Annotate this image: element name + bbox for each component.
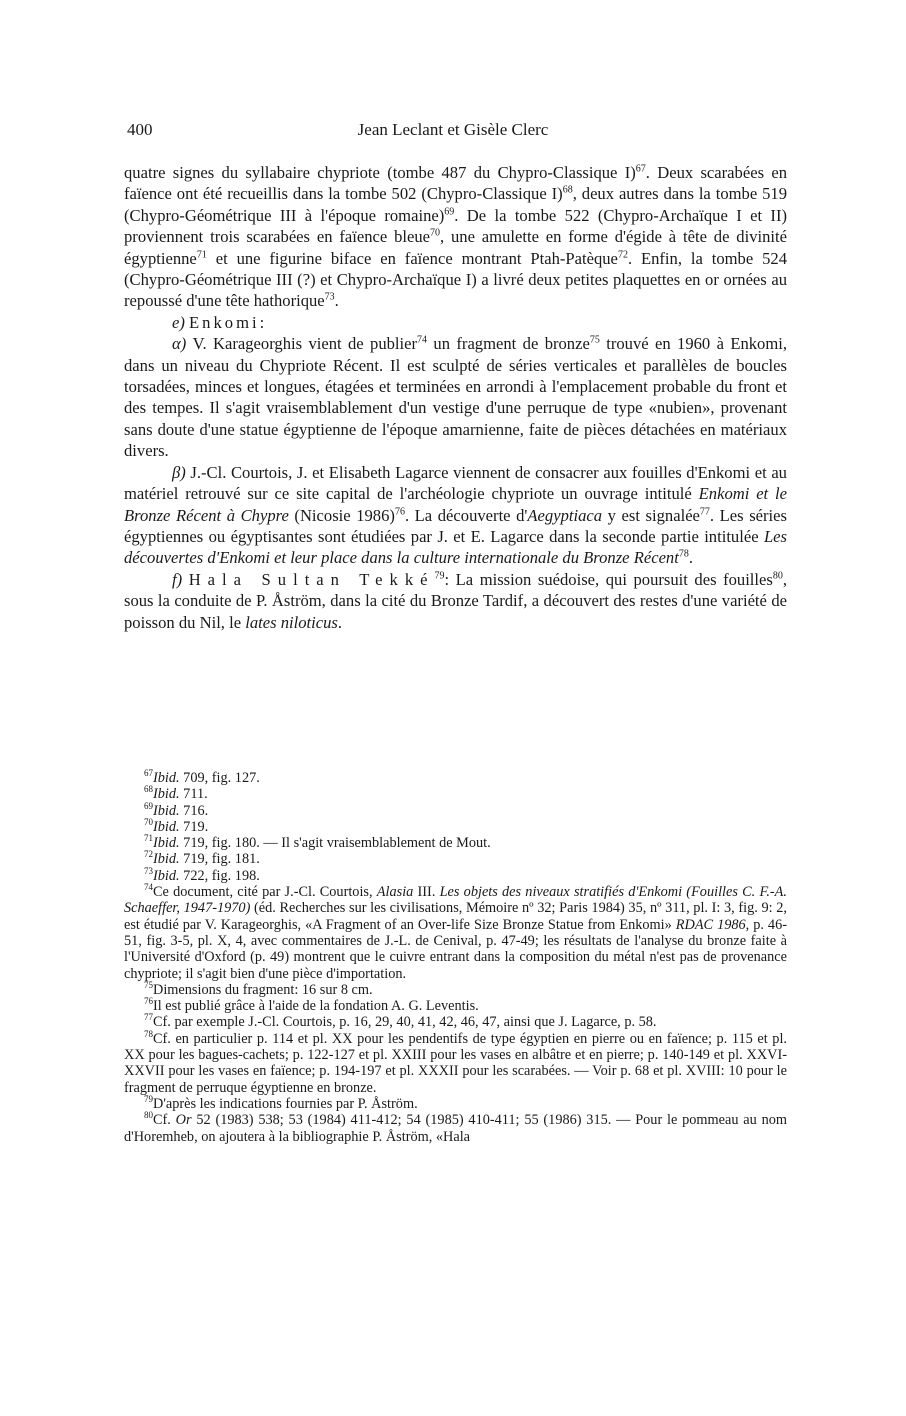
footnote-text: Cf. en particulier p. 114 et pl. XX pour les pendentifs de type égyptien en pierre ou en faïence; p. 115 et pl. XX pour les bagues-cachets; p. 122-127 et pl. XXIII pour les vases en albâtre et en pierre; p. 140-149 et pl. XXVI-XXVII pour les vases en faïence; p. 194-197 et pl. XXXII pour les scarabées. — Voir p. 68 et pl. XVIII: 10 pour le fragment de perruque égyptienne en bronze. (124, 1030, 787, 1096)
footnote-number: 76 (144, 996, 153, 1007)
text-span: . Deux scarabées en faïence ont été recueillis dans la tombe 502 (Chypro-Classique I) (124, 163, 787, 204)
footnote-ref-78[interactable]: 78 (678, 548, 689, 560)
journal-title: RDAC 1986 (675, 916, 746, 933)
footnote-number: 67 (144, 768, 153, 779)
footnote-73 (124, 868, 787, 884)
footnote-67 (124, 770, 787, 786)
ibid: Ibid. (153, 770, 180, 786)
text-span: V. Karageorghis vient de publier (192, 334, 418, 354)
footnote-text: Cf. (153, 1112, 176, 1129)
footnote-number: 69 (144, 800, 153, 811)
text-span: J.-Cl. Courtois, J. et Elisabeth Lagarce viennent de consacrer aux fouilles d'Enkomi et au matériel retrouvé sur ce site capital de l'archéologie chypriote un ouvrage intitulé (124, 462, 787, 504)
footnote-70 (124, 819, 787, 835)
text-span: un fragment de bronze (427, 334, 590, 354)
footnote-number: 79 (144, 1094, 153, 1105)
footnote-text: Cf. par exemple J.-Cl. Courtois, p. 16, 29, 40, 41, 42, 46, 47, ainsi que J. Lagarce, p. 58. (153, 1014, 657, 1031)
paragraph-hala-sultan-tekke (124, 569, 787, 633)
footnote-80 (124, 1112, 787, 1145)
footnote-number: 78 (144, 1028, 153, 1039)
latin-name: lates niloticus (245, 612, 338, 632)
footnote-78 (124, 1028, 787, 1096)
text-span: : (259, 312, 265, 332)
ibid: Ibid. (153, 802, 180, 819)
footnote-ref-79[interactable]: 79 (434, 570, 445, 582)
footnote-text: 719. (179, 818, 209, 835)
text-span: y est signalée (602, 505, 700, 525)
text-span: quatre signes du syllabaire chypriote (tombe 487 du Chypro-Classique I) (124, 163, 636, 182)
text-span: : La mission suédoise, qui poursuit des fouilles (444, 569, 773, 589)
text-span: trouvé en 1960 à Enkomi, dans un niveau du Chypriote Récent. Il est sculpté de séries verticales et parallèles de boucles torsadées, minces et longues, étagées et terminées en arrondi à l'emplacement probable du front et des tempes. Il s'agit vraisemblablement d'un vestige d'une perruque de type «nubien», provenant sans doute d'une statue égyptienne de l'époque amarnienne, faite de pièces détachées en matériaux divers. (124, 334, 788, 461)
footnote-number: 68 (144, 784, 153, 795)
footnote-ref-71[interactable]: 71 (196, 249, 207, 261)
footnote-number: 71 (144, 833, 153, 844)
footnote-76 (124, 998, 787, 1014)
paragraph-tombs (124, 162, 787, 312)
footnote-text: Ce document, cité par J.-Cl. Courtois, (153, 884, 377, 901)
footnote-71 (124, 835, 787, 851)
running-head: Jean Leclant et Gisèle Clerc (357, 120, 549, 139)
footnote-text: Il est publié grâce à l'aide de la fondation A. G. Leventis. (153, 998, 479, 1015)
section-title: Enkomi (189, 312, 260, 332)
footnote-number: 74 (144, 882, 153, 893)
footnote-ref-75[interactable]: 75 (589, 334, 600, 346)
footnote-ref-69[interactable]: 69 (444, 206, 455, 218)
footnote-text: 719, fig. 181. (179, 851, 260, 868)
footnote-text: 709, fig. 127. (179, 770, 260, 786)
footnote-text: Dimensions du fragment: 16 sur 8 cm. (153, 981, 373, 998)
text-span: . Enfin, la tombe 524 (Chypro-Géométrique III (?) et Chypro-Archaïque I) a livré deux petites plaquettes en or ornées au repoussé d'une tête hathorique (124, 248, 787, 311)
text-span: , sous la conduite de P. Åström, dans la cité du Bronze Tardif, a découvert des restes d'une variété de poisson du Nil, le (124, 569, 787, 632)
footnote-text: D'après les indications fournies par P. Åström. (153, 1095, 418, 1112)
item-label: β) (172, 462, 191, 482)
footnote-number: 70 (144, 817, 153, 828)
ibid: Ibid. (153, 835, 180, 852)
footnote-ref-70[interactable]: 70 (430, 227, 441, 239)
footnote-text: 52 (1983) 538; 53 (1984) 411-412; 54 (1985) 410-411; 55 (1986) 315. — Pour le pommeau au nom d'Horemheb, on ajoutera à la bibliographie P. Åström, «Hala (124, 1112, 787, 1145)
section-heading-enkomi (124, 312, 787, 333)
footnote-ref-67[interactable]: 67 (635, 163, 646, 175)
footnote-text: 722, fig. 198. (179, 867, 260, 884)
footnotes (124, 770, 787, 1145)
footnote-69 (124, 800, 787, 819)
part-title: Les découvertes d'Enkomi et leur place dans la culture internationale du Bronze Récent (124, 526, 787, 568)
footnote-75 (124, 982, 787, 998)
paragraph-alpha (124, 333, 787, 461)
ibid: Ibid. (153, 786, 180, 803)
footnote-text: 719, fig. 180. — Il s'agit vraisemblablement de Mout. (179, 835, 491, 852)
footnote-79 (124, 1096, 787, 1112)
section-title: Hala Sultan Tekké (188, 569, 435, 589)
section-label: f) (172, 569, 189, 589)
journal-title: Or (175, 1112, 192, 1129)
footnote-text: 711. (179, 786, 208, 803)
paragraph-beta (124, 462, 787, 569)
footnote-number: 72 (144, 849, 153, 860)
footnote-text: III. (413, 884, 440, 901)
footnote-number: 73 (144, 866, 153, 877)
footnote-ref-76[interactable]: 76 (394, 505, 405, 517)
text-span: , une amulette en forme d'égide à tête de divinité égyptienne (124, 227, 787, 268)
text-span: et une figurine biface en faïence montrant Ptah-Patèque (206, 248, 618, 268)
text-span: . (337, 612, 343, 632)
book-title: Les objets des niveaux stratifiés d'Enkomi (Fouilles C. F.-A. Schaeffer, 1947-1970) (124, 884, 787, 917)
ibid: Ibid. (153, 818, 180, 835)
footnote-ref-72[interactable]: 72 (617, 249, 628, 261)
page-number: 400 (127, 120, 153, 139)
footnote-number: 77 (144, 1012, 153, 1023)
text-span: . (688, 548, 693, 568)
ibid: Ibid. (153, 867, 180, 884)
main-text (124, 162, 787, 633)
footnote-68 (124, 786, 787, 802)
footnote-number: 75 (144, 980, 153, 991)
footnote-ref-80[interactable]: 80 (772, 570, 783, 582)
text-span: . (334, 291, 339, 311)
text-span: . Les séries égyptiennes ou égyptisantes sont étudiées par J. et E. Lagarce dans la seconde partie intitulée (124, 505, 787, 546)
section-label: e) (172, 312, 190, 332)
item-label: α) (172, 334, 193, 354)
footnote-text: , p. 46-51, fig. 3-5, pl. X, 4, avec commentaires de J.-L. de Cenival, p. 47-49; les résultats de l'analyse du bronze faite à l'Université d'Oxford (p. 49) montrent que le cuivre entrant dans la composition du métal n'est pas de provenance chypriote; il s'agit bien d'une pièce d'importation. (124, 916, 787, 982)
footnote-number: 80 (144, 1110, 153, 1121)
text-span: . De la tombe 522 (Chypro-Archaïque I et II) proviennent trois scarabées en faïence bleue (124, 205, 788, 247)
footnote-74 (124, 884, 787, 982)
footnote-ref-74[interactable]: 74 (417, 334, 428, 346)
ibid: Ibid. (153, 851, 180, 868)
footnote-text: 716. (179, 802, 209, 819)
book-title: Enkomi et le Bronze Récent à Chypre (124, 484, 788, 525)
footnote-ref-68[interactable]: 68 (562, 184, 573, 196)
footnote-ref-77[interactable]: 77 (699, 505, 710, 517)
italic-term: Aegyptiaca (527, 505, 603, 525)
footnote-text: (éd. Recherches sur les civilisations, Mémoire nº 32; Paris 1984) 35, nº 311, pl. I: 3, fig. 9: 2, est étudié par V. Karageorghis, «A Fragment of an Over-life Size Bronze Statue from Enkomi» (124, 900, 788, 933)
text-span: , deux autres dans la tombe 519 (Chypro-Géométrique III à l'époque romaine) (124, 184, 787, 225)
footnote-72 (124, 851, 787, 867)
footnote-ref-73[interactable]: 73 (324, 291, 335, 303)
footnote-77 (124, 1014, 787, 1030)
italic-term: Alasia (376, 884, 414, 901)
text-span: . La découverte d' (404, 505, 528, 525)
text-span: (Nicosie 1986) (288, 505, 395, 525)
